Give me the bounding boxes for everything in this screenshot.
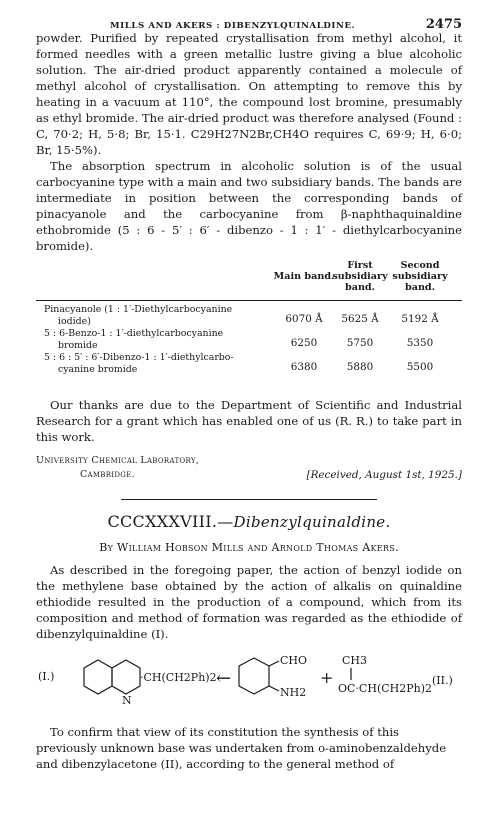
- row-label-1-line1: Pinacyanole (1 : 1′-Diethylcarbocyanine: [44, 304, 233, 315]
- received-date: [Received, August 1st, 1925.]: [306, 469, 462, 481]
- row-label-1: [44, 304, 284, 327]
- cell-second: 5350: [406, 337, 434, 349]
- authors-line: By William Hobson Mills and Arnold Thomas Akers.: [99, 541, 399, 554]
- reaction-scheme: [36, 646, 462, 724]
- cell-first: 5750: [346, 337, 374, 349]
- section-title: Dibenzylquinaldine.: [233, 513, 391, 531]
- quinaldine-substituent: ·CH(CH2Ph)2: [140, 671, 217, 684]
- page-number: 2475: [425, 17, 462, 32]
- address-block: [36, 455, 462, 491]
- aminobenzaldehyde-ring: [239, 658, 269, 694]
- paragraph-acknowledgement: Our thanks are due to the Department of Scientific and Industrial Research for a grant which has enabled one of us (R. R.) to take part in this work.: [36, 398, 462, 444]
- row-label-3-line2: cyanine bromide: [58, 363, 138, 375]
- running-header: [36, 0, 462, 30]
- cell-main: 6070 Å: [285, 313, 323, 325]
- paragraph-absorption: The absorption spectrum in alcoholic solution is of the usual carbocyanine type with a main and two subsidiary bands. The bands are intermediate in position between the corresponding bands of pinacyanole and the carbocyanine from β-naphthaquinaldine ethobromide (5 : 6 - 5′ : 6′ - dibenzo - 1 : 1′ - diethylcarbocyanine bromide).: [36, 159, 462, 253]
- cell-first: 5625 Å: [341, 313, 379, 325]
- row-label-3: [44, 352, 284, 375]
- paragraph-analysis: powder. Purified by repeated crystallisation from methyl alcohol, it formed needles with a green metallic lustre giving a blue alcoholic solution. The air-dried product apparently contained a molecule of methyl alcohol of crystallisation. On attempting to remove this by heating in a vacuum at 110°, the compound lost bromine, presumably as ethyl bromide. The air-dried product was therefore analysed (Found : C, 70·2; H, 5·8; Br, 15·1. C29H27N2Br,CH4O requires C, 69·9; H, 6·0; Br, 15·5%).: [36, 31, 462, 157]
- dibenzylacetone-ketone: OC·CH(CH2Ph)2: [338, 682, 433, 695]
- row-label-3-line1: 5 : 6 : 5′ : 6′-Dibenzo-1 : 1′-diethylcarbo-: [44, 352, 234, 363]
- row-label-2: [44, 328, 284, 351]
- cell-main: 6250: [290, 337, 318, 349]
- quinoline-benzo-ring: [84, 660, 112, 694]
- section-heading: [36, 512, 462, 531]
- amino-group: NH2: [280, 686, 307, 699]
- cell-first: 5880: [346, 361, 374, 373]
- cell-second: 5192 Å: [401, 313, 439, 325]
- running-title: MILLS AND AKERS : DIBENZYLQUINALDINE.: [110, 21, 356, 31]
- journal-page: [36, 0, 462, 772]
- reaction-arrow: ←: [216, 668, 232, 689]
- label-compound-II: (II.): [432, 674, 453, 687]
- label-compound-I: (I.): [38, 670, 55, 683]
- absorption-table: [36, 257, 462, 389]
- row-label-2-line1: 5 : 6-Benzo-1 : 1′-diethylcarbocyanine: [44, 328, 224, 339]
- aldehyde-group: CHO: [280, 654, 308, 667]
- methyl-group: CH3: [342, 654, 368, 667]
- address-line-1: University Chemical Laboratory,: [36, 455, 200, 466]
- quinoline-pyridine-ring: [112, 660, 140, 694]
- address-line-2: Cambridge.: [80, 469, 135, 480]
- paragraph-synthesis: To confirm that view of its constitution the synthesis of this previously unknown base was undertaken from o-aminobenzaldehyde and dibenzylacetone (II), according to the general method of: [36, 725, 447, 771]
- section-number: CCCXXXVIII.—: [107, 512, 234, 531]
- quinoline-nitrogen: N: [122, 694, 132, 707]
- paragraph-introduction: As described in the foregoing paper, the action of benzyl iodide on the methylene base obtained by the action of alkalis on quinaldine ethiodide resulted in the production of a compound, which from its composition and method of formation was regarded as the ethiodide of dibenzylquinaldine (I).: [36, 563, 462, 641]
- cell-second: 5500: [406, 361, 434, 373]
- section-divider: [121, 499, 377, 500]
- table-rule-top: [36, 300, 462, 301]
- cell-main: 6380: [290, 361, 318, 373]
- row-label-1-line2: iodide): [58, 315, 91, 327]
- header-second-subsidiary: Second subsidiary band.: [392, 260, 448, 293]
- plus-sign: +: [320, 668, 334, 687]
- header-first-subsidiary: First subsidiary band.: [332, 260, 388, 293]
- row-label-2-line2: bromide: [58, 339, 98, 351]
- header-main-band: Main band.: [273, 271, 335, 282]
